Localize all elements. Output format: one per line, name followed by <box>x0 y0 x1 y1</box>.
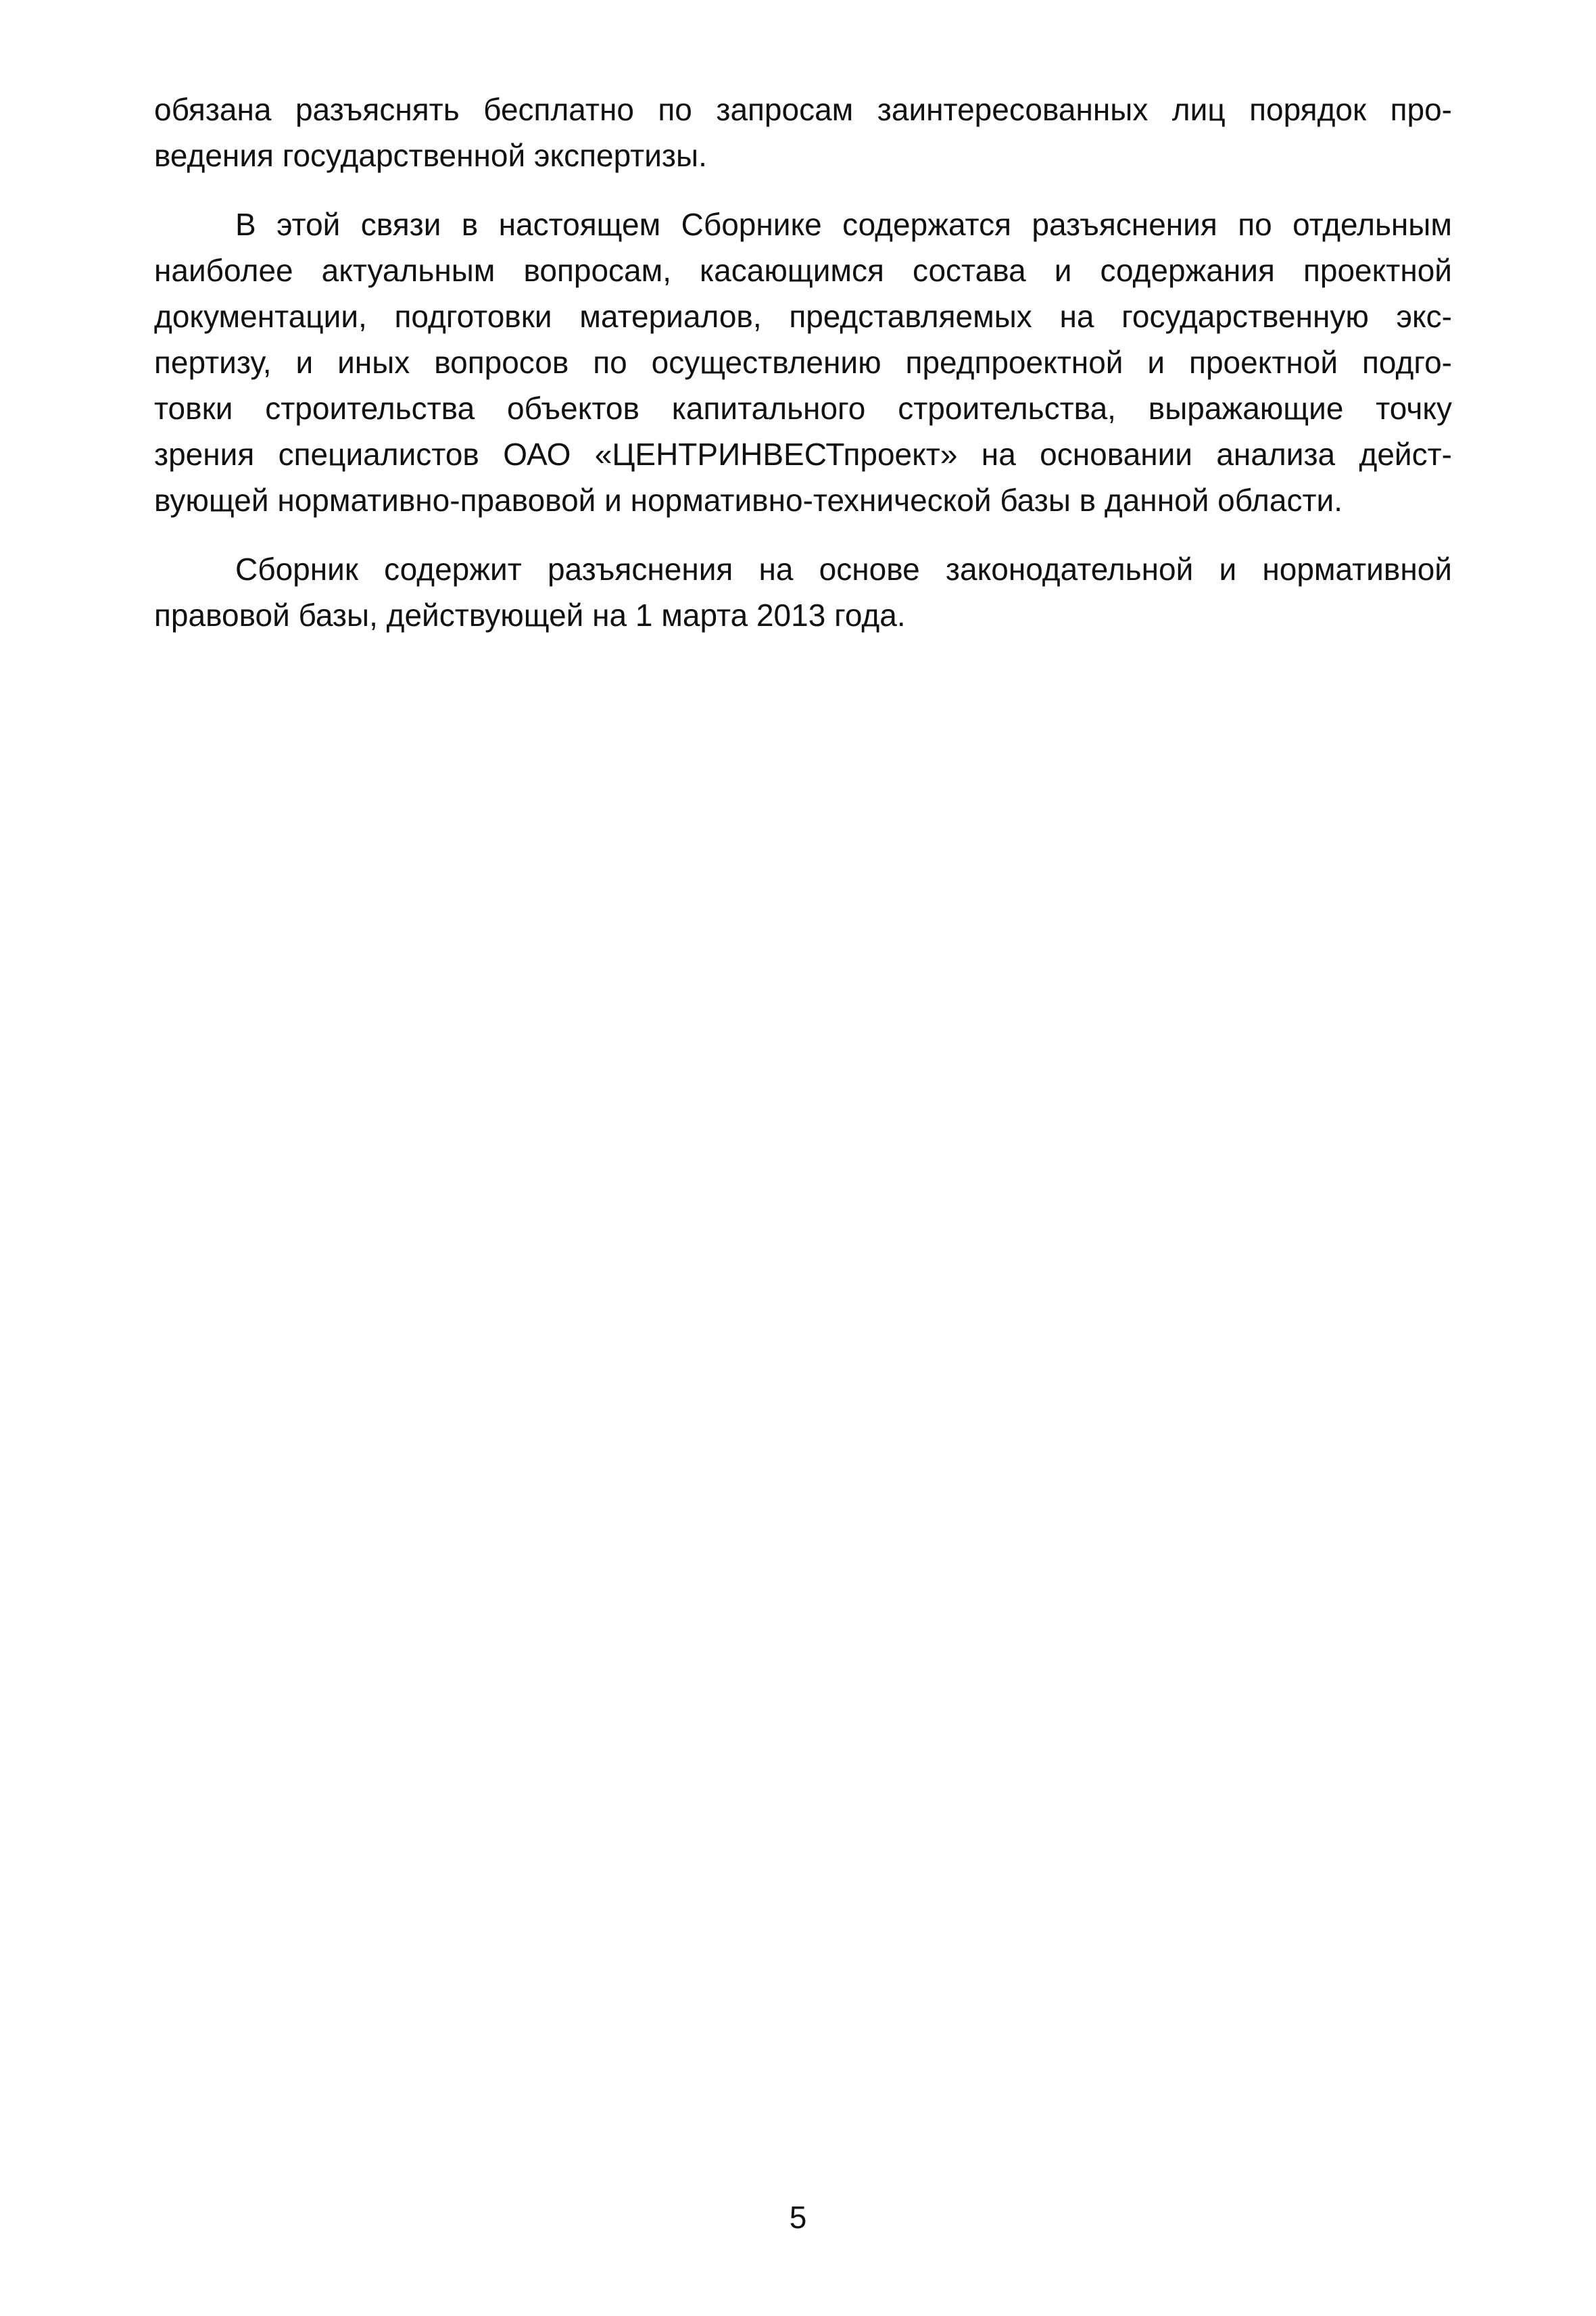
text-line: правовой базы, действующей на 1 марта 2013 года. <box>154 598 906 633</box>
text-line: вующей нормативно-правовой и нормативно-технической базы в данной области. <box>154 483 1343 518</box>
text-line: документации, подготовки материалов, представляемых на государственную экс- <box>154 299 1452 334</box>
text-line: обязана разъяснять бесплатно по запросам заинтересованных лиц порядок про- <box>154 92 1452 127</box>
text-line: наиболее актуальным вопросам, касающимся состава и содержания проектной <box>154 253 1452 288</box>
text-line: зрения специалистов ОАО «ЦЕНТРИНВЕСТпроект» на основании анализа дейст- <box>154 437 1452 472</box>
paragraph-2 <box>154 201 1452 523</box>
text-line: В этой связи в настоящем Сборнике содержатся разъяснения по отдельным <box>235 207 1452 242</box>
text-line: товки строительства объектов капитального строительства, выражающие точку <box>154 391 1452 426</box>
text-line: ведения государственной экспертизы. <box>154 138 707 173</box>
text-line: Сборник содержит разъяснения на основе законодательной и нормативной <box>235 552 1452 587</box>
paragraph-1 <box>154 87 1452 178</box>
body-text <box>154 87 1452 638</box>
text-line: пертизу, и иных вопросов по осуществлению предпроектной и проектной подго- <box>154 345 1452 380</box>
page-number: 5 <box>789 2200 807 2235</box>
paragraph-3 <box>154 546 1452 638</box>
